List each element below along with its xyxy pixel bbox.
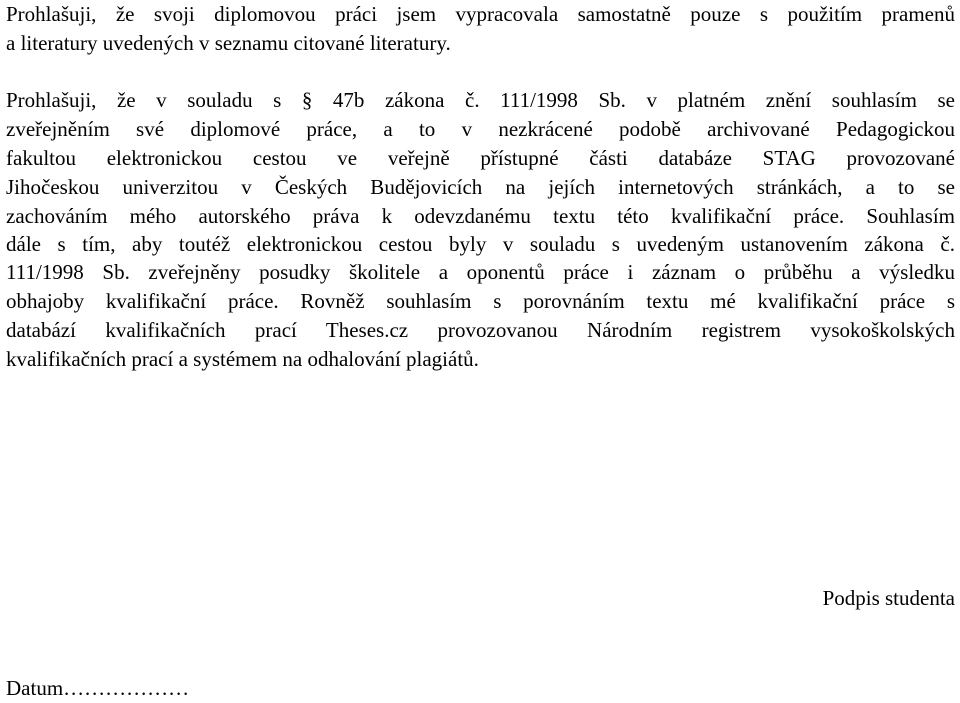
declaration-1-line-1: Prohlašuji, že svoji diplomovou práci jsem vypracovala samostatně pouze s použitím pramenů — [6, 2, 955, 26]
date-label: Datum……………… — [6, 676, 190, 700]
declaration-2-line-8: obhajoby kvalifikační práce. Rovněž souhlasím s porovnáním textu mé kvalifikační práce s — [6, 289, 955, 313]
declaration-2-line-6: dále s tím, aby toutéž elektronickou cestou byly v souladu s uvedeným ustanovením zákona č. — [6, 232, 955, 256]
declaration-2-line-7: 111/1998 Sb. zveřejněny posudky školitele a oponentů práce i záznam o průběhu a výsledku — [6, 260, 955, 284]
declaration-2-line-1: Prohlašuji, že v souladu s § 47b zákona č. 111/1998 Sb. v platném znění souhlasím se — [6, 88, 955, 112]
declaration-2-line-10: kvalifikačních prací a systémem na odhalování plagiátů. — [6, 347, 479, 371]
declaration-2-line-9: databází kvalifikačních prací Theses.cz provozovanou Národním registrem vysokoškolských — [6, 318, 955, 342]
declaration-2-line-4: Jihočeskou univerzitou v Českých Budějovicích na jejích internetových stránkách, a to se — [6, 175, 955, 199]
declaration-1-line-2: a literatury uvedených v seznamu citované literatury. — [6, 31, 451, 55]
signature-label: Podpis studenta — [822, 586, 955, 610]
declaration-2-line-3: fakultou elektronickou cestou ve veřejně přístupné části databáze STAG provozované — [6, 146, 955, 170]
declaration-2-line-2: zveřejněním své diplomové práce, a to v nezkrácené podobě archivované Pedagogickou — [6, 117, 955, 141]
declaration-2-line-5: zachováním mého autorského práva k odevzdanému textu této kvalifikační práce. Souhlasím — [6, 204, 955, 228]
